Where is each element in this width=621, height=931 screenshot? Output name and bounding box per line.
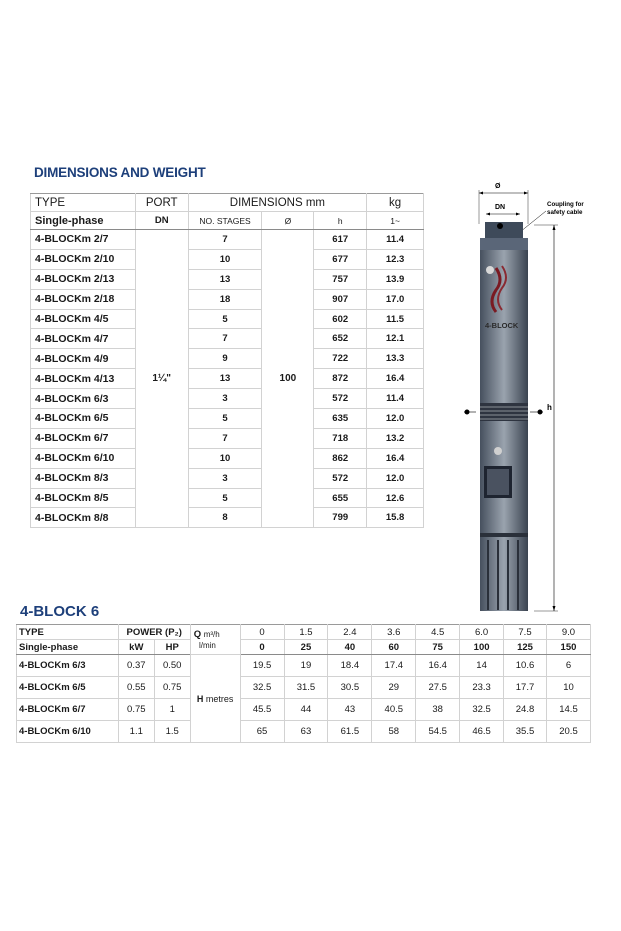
perf-kw: 0.75 bbox=[118, 699, 154, 721]
perf-row bbox=[17, 677, 591, 699]
performance-title: 4-BLOCK 6 bbox=[20, 603, 100, 620]
dims-kg: 15.8 bbox=[367, 508, 424, 528]
q-m3h-value: 3.6 bbox=[372, 625, 416, 640]
dims-h: 572 bbox=[314, 389, 367, 409]
perf-hp: 1.5 bbox=[154, 721, 190, 743]
q-lmin-value: 75 bbox=[416, 640, 460, 655]
dims-stages: 10 bbox=[188, 448, 262, 468]
perf-h-value: 24.8 bbox=[504, 699, 547, 721]
q-m3h-value: 4.5 bbox=[416, 625, 460, 640]
metres-unit: metres bbox=[205, 693, 234, 704]
perf-h-value: 17.4 bbox=[372, 655, 416, 677]
perf-h-value: 44 bbox=[284, 699, 328, 721]
dims-model: 4-BLOCKm 4/13 bbox=[31, 369, 136, 389]
perf-h-value: 14.5 bbox=[546, 699, 590, 721]
perf-h-value: 32.5 bbox=[240, 677, 284, 699]
dims-row bbox=[31, 409, 424, 429]
port-header: PORT bbox=[135, 194, 188, 212]
perf-h-value: 29 bbox=[372, 677, 416, 699]
perf-h-value: 10 bbox=[546, 677, 590, 699]
q-lmin-value: 40 bbox=[328, 640, 372, 655]
dims-h: 635 bbox=[314, 409, 367, 429]
single-phase-header: Single-phase bbox=[31, 212, 136, 230]
dims-row bbox=[31, 428, 424, 448]
q-lmin-value: 100 bbox=[460, 640, 504, 655]
coupling-label-1: Coupling for bbox=[547, 201, 584, 208]
perf-h-value: 19.5 bbox=[240, 655, 284, 677]
dims-h: 722 bbox=[314, 349, 367, 369]
perf-h-value: 23.3 bbox=[460, 677, 504, 699]
perf-type-header: TYPE bbox=[17, 625, 119, 640]
drawing-h-label: h bbox=[547, 403, 552, 412]
perf-hp: 0.50 bbox=[154, 655, 190, 677]
dims-model: 4-BLOCKm 2/18 bbox=[31, 289, 136, 309]
dims-row bbox=[31, 269, 424, 289]
performance-table bbox=[16, 624, 591, 743]
dims-stages: 3 bbox=[188, 389, 262, 409]
dims-row bbox=[31, 369, 424, 389]
dims-model: 4-BLOCKm 4/9 bbox=[31, 349, 136, 369]
dims-kg: 12.0 bbox=[367, 409, 424, 429]
power-header: POWER (P₂) bbox=[118, 625, 190, 640]
dims-model: 4-BLOCKm 6/7 bbox=[31, 428, 136, 448]
q-header bbox=[190, 625, 240, 655]
perf-model: 4-BLOCKm 6/3 bbox=[17, 655, 119, 677]
m3h-unit: m³/h bbox=[203, 629, 220, 639]
h-symbol: H bbox=[196, 693, 204, 704]
dims-model: 4-BLOCKm 2/10 bbox=[31, 249, 136, 269]
dims-row bbox=[31, 309, 424, 329]
q-m3h-value: 9.0 bbox=[546, 625, 590, 640]
dims-kg: 12.0 bbox=[367, 468, 424, 488]
dims-row bbox=[31, 468, 424, 488]
dims-stages: 3 bbox=[188, 468, 262, 488]
q-m3h-value: 1.5 bbox=[284, 625, 328, 640]
q-lmin-value: 150 bbox=[546, 640, 590, 655]
dims-kg: 12.1 bbox=[367, 329, 424, 349]
dims-kg: 16.4 bbox=[367, 448, 424, 468]
perf-h-value: 19 bbox=[284, 655, 328, 677]
stages-header: NO. STAGES bbox=[188, 212, 262, 230]
dims-row bbox=[31, 249, 424, 269]
dims-h: 799 bbox=[314, 508, 367, 528]
dims-model: 4-BLOCKm 8/5 bbox=[31, 488, 136, 508]
dims-h: 872 bbox=[314, 369, 367, 389]
dims-row bbox=[31, 289, 424, 309]
dims-row bbox=[31, 448, 424, 468]
perf-single-phase-header: Single-phase bbox=[17, 640, 119, 655]
dims-h: 652 bbox=[314, 329, 367, 349]
perf-h-value: 40.5 bbox=[372, 699, 416, 721]
dims-row bbox=[31, 349, 424, 369]
dims-row bbox=[31, 230, 424, 250]
type-header: TYPE bbox=[31, 194, 136, 212]
drawing-dn-label: DN bbox=[495, 204, 506, 211]
perf-h-value: 27.5 bbox=[416, 677, 460, 699]
dims-stages: 5 bbox=[188, 409, 262, 429]
perf-h-value: 45.5 bbox=[240, 699, 284, 721]
q-lmin-value: 125 bbox=[504, 640, 547, 655]
dims-kg: 13.3 bbox=[367, 349, 424, 369]
dims-row bbox=[31, 329, 424, 349]
perf-model: 4-BLOCKm 6/7 bbox=[17, 699, 119, 721]
perf-h-value: 63 bbox=[284, 721, 328, 743]
kg-header: kg bbox=[367, 194, 424, 212]
q-m3h-value: 0 bbox=[240, 625, 284, 640]
q-m3h-value: 2.4 bbox=[328, 625, 372, 640]
dims-model: 4-BLOCKm 6/3 bbox=[31, 389, 136, 409]
perf-kw: 1.1 bbox=[118, 721, 154, 743]
perf-hp: 1 bbox=[154, 699, 190, 721]
dimensions-header: DIMENSIONS mm bbox=[188, 194, 366, 212]
perf-h-value: 20.5 bbox=[546, 721, 590, 743]
dims-h: 862 bbox=[314, 448, 367, 468]
dims-row bbox=[31, 508, 424, 528]
dims-h: 907 bbox=[314, 289, 367, 309]
dims-kg: 12.6 bbox=[367, 488, 424, 508]
h-header: h bbox=[314, 212, 367, 230]
pump-drawing bbox=[450, 178, 600, 618]
dimensions-table bbox=[30, 193, 424, 528]
perf-h-value: 54.5 bbox=[416, 721, 460, 743]
dims-model: 4-BLOCKm 8/8 bbox=[31, 508, 136, 528]
coupling-label-2: safety cable bbox=[547, 209, 583, 216]
dims-h: 718 bbox=[314, 428, 367, 448]
perf-h-value: 17.7 bbox=[504, 677, 547, 699]
kw-header: kW bbox=[118, 640, 154, 655]
lmin-unit: l/min bbox=[198, 640, 216, 650]
dims-row bbox=[31, 488, 424, 508]
q-m3h-value: 6.0 bbox=[460, 625, 504, 640]
dims-kg: 12.3 bbox=[367, 249, 424, 269]
perf-h-value: 6 bbox=[546, 655, 590, 677]
dims-kg: 11.4 bbox=[367, 389, 424, 409]
dims-h: 572 bbox=[314, 468, 367, 488]
dims-kg: 13.9 bbox=[367, 269, 424, 289]
perf-h-value: 10.6 bbox=[504, 655, 547, 677]
perf-h-value: 16.4 bbox=[416, 655, 460, 677]
dims-h: 677 bbox=[314, 249, 367, 269]
perf-row bbox=[17, 721, 591, 743]
dia-value: 100 bbox=[262, 230, 314, 528]
perf-h-value: 35.5 bbox=[504, 721, 547, 743]
dims-stages: 5 bbox=[188, 309, 262, 329]
q-lmin-value: 25 bbox=[284, 640, 328, 655]
dims-stages: 9 bbox=[188, 349, 262, 369]
dims-kg: 17.0 bbox=[367, 289, 424, 309]
dims-stages: 8 bbox=[188, 508, 262, 528]
dn-header: DN bbox=[135, 212, 188, 230]
q-lmin-value: 60 bbox=[372, 640, 416, 655]
perf-kw: 0.37 bbox=[118, 655, 154, 677]
perf-h-value: 38 bbox=[416, 699, 460, 721]
dims-model: 4-BLOCKm 4/5 bbox=[31, 309, 136, 329]
dims-stages: 13 bbox=[188, 269, 262, 289]
dims-stages: 18 bbox=[188, 289, 262, 309]
h-metres-label bbox=[190, 655, 240, 743]
perf-row bbox=[17, 699, 591, 721]
perf-h-value: 61.5 bbox=[328, 721, 372, 743]
dims-model: 4-BLOCKm 6/5 bbox=[31, 409, 136, 429]
perf-h-value: 46.5 bbox=[460, 721, 504, 743]
perf-model: 4-BLOCKm 6/10 bbox=[17, 721, 119, 743]
perf-h-value: 32.5 bbox=[460, 699, 504, 721]
dims-h: 602 bbox=[314, 309, 367, 329]
dims-stages: 13 bbox=[188, 369, 262, 389]
dia-header: Ø bbox=[262, 212, 314, 230]
dims-model: 4-BLOCKm 2/7 bbox=[31, 230, 136, 250]
dims-kg: 16.4 bbox=[367, 369, 424, 389]
perf-h-value: 14 bbox=[460, 655, 504, 677]
perf-hp: 0.75 bbox=[154, 677, 190, 699]
q-m3h-value: 7.5 bbox=[504, 625, 547, 640]
dims-row bbox=[31, 389, 424, 409]
perf-h-value: 31.5 bbox=[284, 677, 328, 699]
dims-h: 655 bbox=[314, 488, 367, 508]
perf-h-value: 30.5 bbox=[328, 677, 372, 699]
dimensions-title: DIMENSIONS AND WEIGHT bbox=[34, 165, 206, 180]
dims-kg: 11.4 bbox=[367, 230, 424, 250]
dims-model: 4-BLOCKm 2/13 bbox=[31, 269, 136, 289]
q-lmin-value: 0 bbox=[240, 640, 284, 655]
dims-model: 4-BLOCKm 4/7 bbox=[31, 329, 136, 349]
port-value: 1¼" bbox=[135, 230, 188, 528]
drawing-dia-label: Ø bbox=[495, 183, 501, 190]
perf-row bbox=[17, 655, 591, 677]
dims-model: 4-BLOCKm 8/3 bbox=[31, 468, 136, 488]
perf-h-value: 58 bbox=[372, 721, 416, 743]
unit-header: 1~ bbox=[367, 212, 424, 230]
dims-stages: 7 bbox=[188, 329, 262, 349]
perf-h-value: 65 bbox=[240, 721, 284, 743]
dims-h: 757 bbox=[314, 269, 367, 289]
dims-h: 617 bbox=[314, 230, 367, 250]
drawing-brand: 4-BLOCK bbox=[485, 321, 519, 330]
perf-h-value: 43 bbox=[328, 699, 372, 721]
dims-kg: 13.2 bbox=[367, 428, 424, 448]
perf-h-value: 18.4 bbox=[328, 655, 372, 677]
q-symbol: Q bbox=[193, 628, 202, 640]
dims-stages: 7 bbox=[188, 428, 262, 448]
dims-kg: 11.5 bbox=[367, 309, 424, 329]
dims-stages: 7 bbox=[188, 230, 262, 250]
hp-header: HP bbox=[154, 640, 190, 655]
dims-stages: 5 bbox=[188, 488, 262, 508]
perf-model: 4-BLOCKm 6/5 bbox=[17, 677, 119, 699]
dims-model: 4-BLOCKm 6/10 bbox=[31, 448, 136, 468]
dims-stages: 10 bbox=[188, 249, 262, 269]
perf-kw: 0.55 bbox=[118, 677, 154, 699]
